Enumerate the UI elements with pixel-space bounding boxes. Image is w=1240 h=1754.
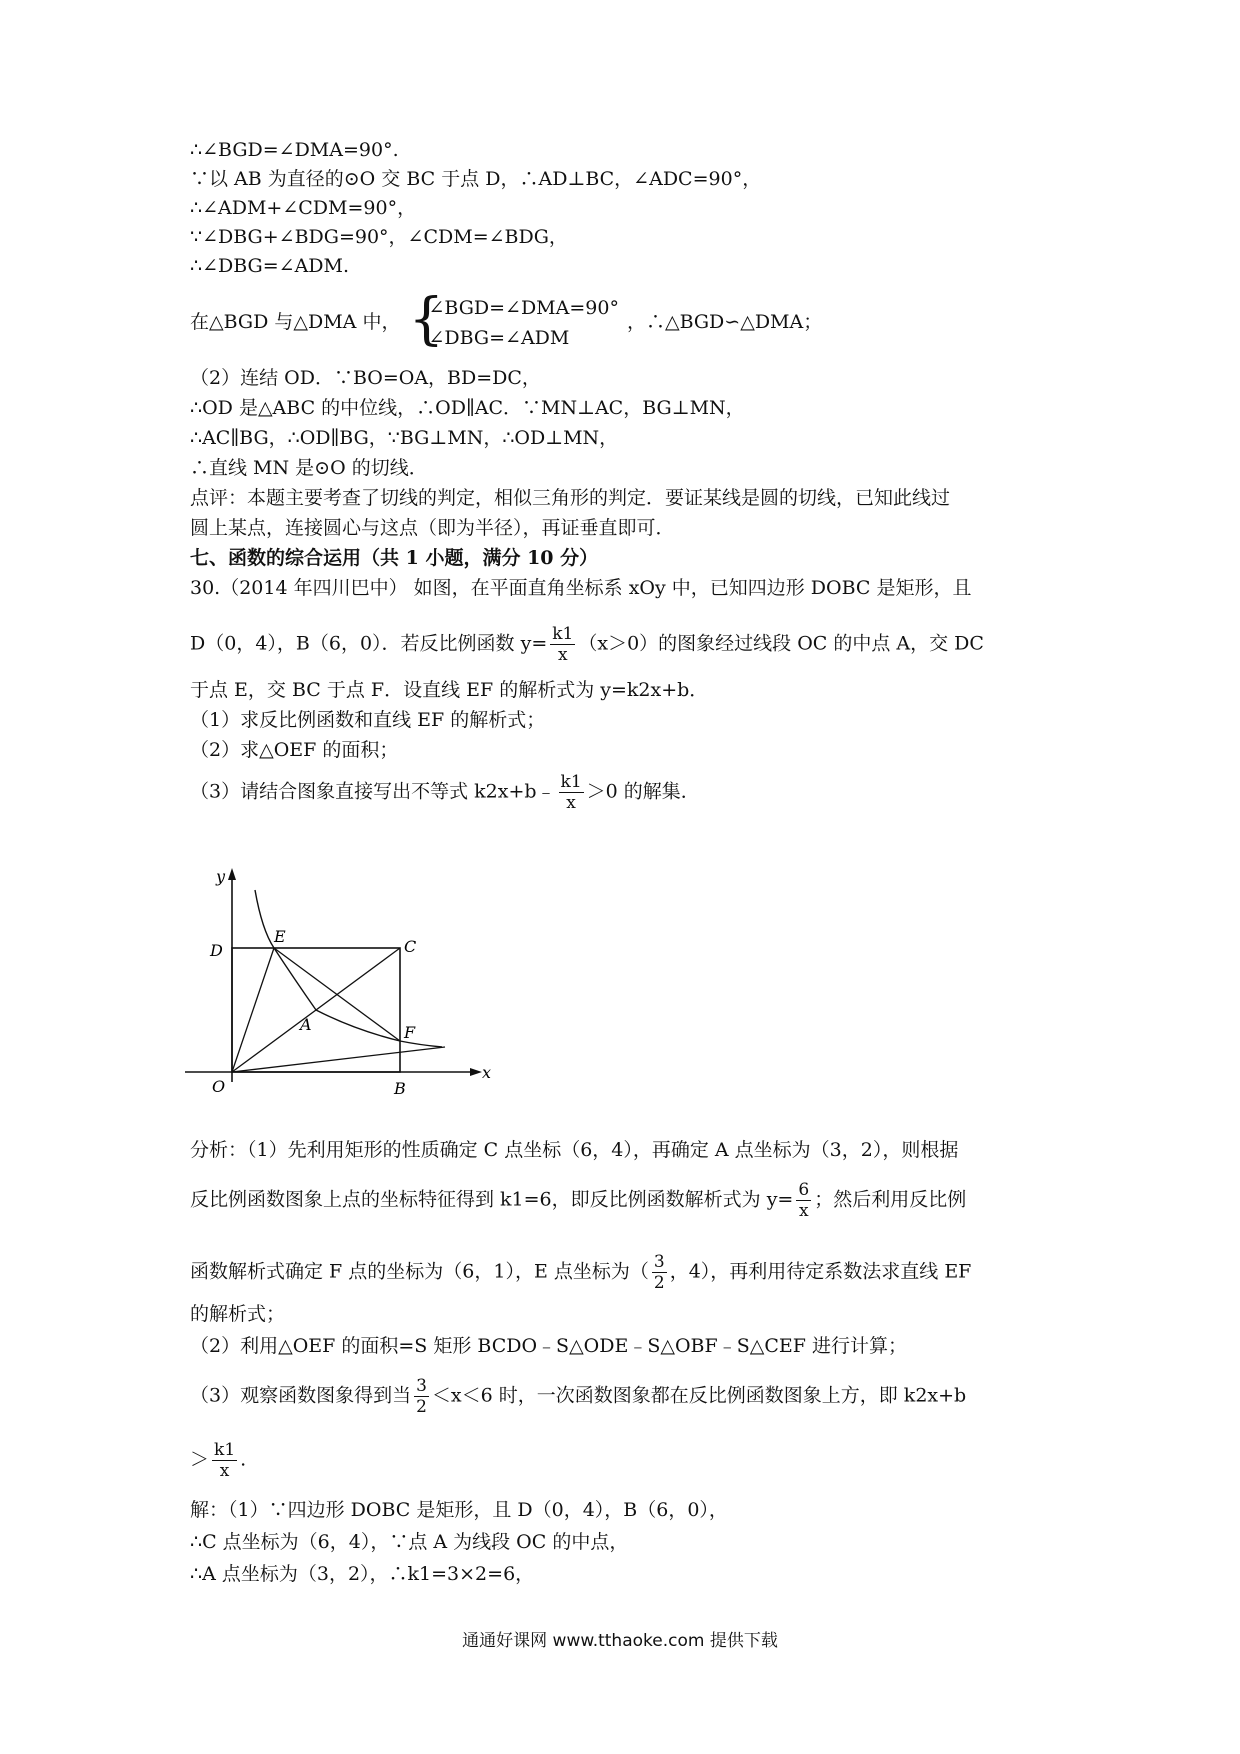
line-10: ∴直线 MN 是⊙O 的切线． — [190, 457, 428, 479]
line-7: （2）连结 OD．∵BO=OA，BD=DC， — [190, 367, 541, 389]
fraction-numerator: k1 — [560, 772, 582, 792]
label-e: E — [274, 927, 286, 946]
fraction-k1-over-x — [559, 772, 584, 813]
fraction-3-over-2 — [414, 1376, 429, 1417]
fraction-k1-over-x — [550, 624, 575, 665]
solution-line-1: 解：（1）∵四边形 DOBC 是矩形，且 D（0，4），B（6，0）， — [190, 1499, 728, 1521]
question-part-1: （1）求反比例函数和直线 EF 的解析式； — [190, 709, 546, 731]
footer-credit: 通通好课网 www.tthaoke.com 提供下载 — [462, 1631, 778, 1651]
fraction-denominator: 2 — [416, 1397, 427, 1417]
analysis-line-6 — [190, 1376, 966, 1417]
fraction-k1-over-x — [212, 1440, 237, 1481]
label-o: O — [212, 1077, 226, 1096]
line-5: ∴∠DBG=∠ADM. — [190, 255, 350, 277]
system-row-2: ∠DBG=∠ADM — [428, 327, 570, 349]
analysis-line-6-text: （3）观察函数图象得到当 — [190, 1384, 412, 1407]
segment-of — [232, 1047, 445, 1072]
similarity-conclusion: ，∴△BGD∽△DMA； — [626, 311, 823, 333]
fraction-denominator: x — [566, 793, 576, 813]
analysis-line-3-text: 函数解析式确定 F 点的坐标为（6，1），E 点坐标为（ — [190, 1260, 649, 1283]
analysis-line-4: 的解析式； — [190, 1303, 286, 1325]
y-axis-arrow — [228, 868, 236, 880]
system-row-1: ∠BGD=∠DMA=90° — [428, 297, 619, 319]
similarity-intro: 在△BGD 与△DMA 中， — [190, 311, 401, 333]
question-line-2 — [190, 624, 984, 665]
analysis-line-7 — [190, 1440, 246, 1481]
question-line-2-tail: （x＞0）的图象经过线段 OC 的中点 A，交 DC — [578, 632, 984, 655]
analysis-line-3-tail: ，4），再利用待定系数法求直线 EF — [669, 1260, 972, 1283]
question-part-3-tail: ＞0 的解集． — [586, 780, 700, 803]
fraction-denominator: x — [558, 645, 568, 665]
question-line-3: 于点 E，交 BC 于点 F．设直线 EF 的解析式为 y=k2x+b． — [190, 679, 709, 701]
section-heading: 七、函数的综合运用（共 1 小题，满分 10 分） — [190, 547, 599, 569]
label-d: D — [210, 941, 223, 960]
equation-system — [408, 287, 619, 353]
segment-oe — [232, 948, 274, 1072]
question-part-2: （2）求△OEF 的面积； — [190, 739, 399, 761]
label-x: x — [482, 1063, 492, 1082]
line-8: ∴OD 是△ABC 的中位线，∴OD∥AC．∵MN⊥AC，BG⊥MN， — [190, 397, 745, 419]
line-3: ∴∠ADM+∠CDM=90°， — [190, 197, 417, 219]
fraction-numerator: 6 — [798, 1180, 810, 1200]
fraction-numerator: 3 — [653, 1252, 665, 1272]
analysis-line-3 — [190, 1252, 971, 1293]
fraction-numerator: k1 — [214, 1440, 236, 1460]
question-line-1: 30.（2014 年四川巴中） 如图，在平面直角坐标系 xOy 中，已知四边形 DOBC 是矩形，且 — [190, 577, 972, 599]
analysis-line-2 — [190, 1180, 966, 1221]
solution-line-2: ∴C 点坐标为（6，4），∵点 A 为线段 OC 的中点， — [190, 1531, 629, 1553]
label-y: y — [216, 867, 226, 886]
line-9: ∴AC∥BG，∴OD∥BG，∵BG⊥MN，∴OD⊥MN， — [190, 427, 619, 449]
label-a: A — [300, 1015, 312, 1034]
fraction-3-over-2 — [652, 1252, 667, 1293]
analysis-line-7-tail: . — [240, 1448, 247, 1471]
line-2: ∵以 AB 为直径的⊙O 交 BC 于点 D，∴AD⊥BC，∠ADC=90°， — [190, 168, 762, 190]
fraction-denominator: x — [219, 1461, 230, 1481]
analysis-line-2-tail: ；然后利用反比例 — [814, 1188, 967, 1211]
question-part-3-text: （3）请结合图象直接写出不等式 k2x+b﹣ — [190, 780, 556, 803]
coordinate-figure — [180, 860, 500, 1098]
comment-line-2: 圆上某点，连接圆心与这点（即为半径），再证垂直即可． — [190, 517, 675, 539]
label-c: C — [404, 937, 417, 956]
analysis-line-6-tail: ＜x＜6 时，一次函数图象都在反比例函数图象上方，即 k2x+b — [431, 1384, 967, 1407]
similarity-line — [190, 287, 823, 353]
line-4: ∵∠DBG+∠BDG=90°，∠CDM=∠BDG， — [190, 226, 568, 248]
question-part-3 — [190, 772, 700, 813]
fraction-numerator: k1 — [552, 624, 574, 644]
fraction-6-over-x — [796, 1180, 811, 1221]
x-axis-arrow — [470, 1068, 482, 1076]
question-line-2-text: D（0，4），B（6，0）．若反比例函数 y= — [190, 632, 548, 655]
line-1: ∴∠BGD=∠DMA=90°. — [190, 139, 399, 161]
analysis-line-2-text: 反比例函数图象上点的坐标特征得到 k1=6，即反比例函数解析式为 y= — [190, 1188, 794, 1211]
label-b: B — [394, 1079, 406, 1098]
fraction-denominator: x — [798, 1201, 809, 1221]
analysis-line-7-text: ＞ — [190, 1448, 210, 1471]
fraction-numerator: 3 — [416, 1376, 427, 1396]
analysis-line-1: 分析：（1）先利用矩形的性质确定 C 点坐标（6，4），再确定 A 点坐标为（3，2），则根据 — [190, 1139, 959, 1161]
label-f: F — [404, 1023, 416, 1042]
brace-symbol: { — [408, 287, 445, 352]
fraction-denominator: 2 — [653, 1273, 665, 1293]
comment-line-1: 点评：本题主要考查了切线的判定，相似三角形的判定．要证某线是圆的切线，已知此线过 — [190, 487, 951, 509]
solution-line-3: ∴A 点坐标为（3，2），∴k1=3×2=6， — [190, 1563, 535, 1585]
analysis-line-5: （2）利用△OEF 的面积=S 矩形 BCDO﹣S△ODE﹣S△OBF﹣S△CEF 进行计算； — [190, 1335, 907, 1357]
